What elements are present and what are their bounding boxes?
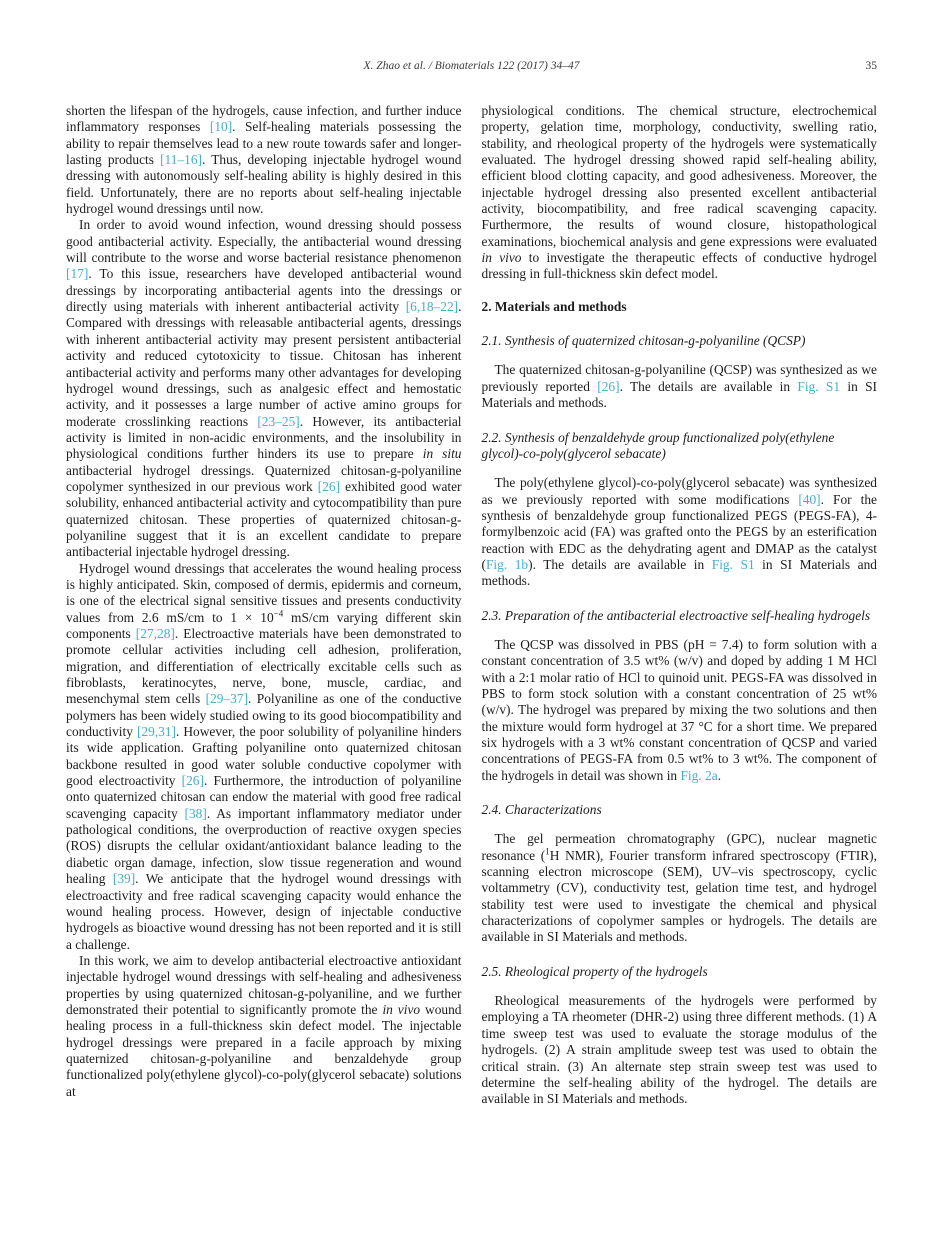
paragraph: The gel permeation chromatography (GPC), nuclear magnetic resonance ($^1$H NMR), Fourier transform infrared spectroscopy (FTIR), scanning electron microscope (SEM), UV–vis spectroscopy, cyclic voltammetry (CV), conductivity test, gelation time test, and hydrogel stability test were used to investigate the chemical and physical characterizations of copolymer samples or hydrogels. The details are available in SI Materials and methods. xyxy=(481,831,877,945)
paragraph: In order to avoid wound infection, wound dressing should possess good antibacterial activity. Especially, the antibacterial wound dressing will contribute to the worse and worse bacterial resistance phenomenon [17]. To this issue, researchers have developed antibacterial wound dressings by incorporating antibacterial agents into the dressings or directly using materials with inherent antibacterial activity [6,18–22]. Compared with dressings with releasable antibacterial agents, dressings with inherent antibacterial activity may present persistent antibacterial activity and reduced cytotoxicity to tissue. Chitosan has inherent antibacterial activity and performs many other advantages for developing hydrogel wound dressings, such as analgesic effect and hemostatic activity, and it possesses a large number of active amino groups for moderate crosslinking reactions [23–25]. However, its antibacterial activity is limited in non-acidic environments, and the insolubility in physiological conditions further hinders its use to prepare in situ antibacterial hydrogel dressings. Quaternized chitosan-g-polyaniline copolymer synthesized in our previous work [26] exhibited good water solubility, enhanced antibacterial activity and cytocompatibility than pure quaternized chitosan. These properties of quaternized chitosan-g-polyaniline suggest that it is an excellent candidate to prepare antibacterial injectable hydrogel dressing. xyxy=(66,217,462,560)
section-heading: 2. Materials and methods xyxy=(481,298,627,314)
paragraph: Hydrogel wound dressings that accelerates the wound healing process is highly anticipated. Skin, composed of dermis, epidermis and corneum, is one of the electrical signal sensitive tissues and presents conductivity values from 2.6 mS/cm to $1 \times 10^{-4}$ mS/cm varying different skin components [27,28]. Electroactive materials have been demonstrated to promote cellular activities including cell adhesion, proliferation, migration, and differentiation of electrically excitable cells such as fibroblasts, keratinocytes, nerve, bone, muscle, cardiac, and mesenchymal stem cells [29–37]. Polyaniline as one of the conductive polymers has been widely studied owing to its good biocompatibility and conductivity [29,31]. However, the poor solubility of polyaniline hinders its wide application. Grafting polyaniline onto quaternized chitosan backbone resulted in good water soluble conductive copolymer with good electroactivity [26]. Furthermore, the introduction of polyaniline onto quaternized chitosan can endow the material with good free radical scavenging capacity [38]. As important inflammatory mediator under pathological conditions, the overproduction of reactive oxygen species (ROS) disrupts the cellular oxidant/antioxidant balance leading to the diabetic organ damage, infection, slow tissue regeneration and wound healing [39]. We anticipate that the hydrogel wound dressings with electroactivity and free radical scavenging capacity would enhance the wound healing process. However, design of injectable conductive hydrogels as bioactive wound dressing has not been reported and it is still a challenge. xyxy=(66,560,462,952)
paragraph: shorten the lifespan of the hydrogels, cause infection, and further induce inflammatory responses [10]. Self-healing materials possessing the ability to repair themselves lead to a new route towards safer and longer-lasting products [11–16]. Thus, developing injectable hydrogel wound dressing with autonomously self-healing ability is highly desired in this field. Unfortunately, there are no reports about self-healing injectable hydrogel wound dressings until now. xyxy=(66,103,462,217)
two-column-body xyxy=(66,103,877,1108)
subsection-heading: 2.1. Synthesis of quaternized chitosan-g-polyaniline (QCSP) xyxy=(481,333,806,349)
superscript-text: −4 xyxy=(273,608,284,619)
italic-text: in situ xyxy=(422,446,462,462)
paragraph: The QCSP was dissolved in PBS (pH = 7.4) to form solution with a constant concentration of 3.5 wt% (w/v) and doped by adding 1 M HCl with a 2:1 molar ratio of HCl to quinoid unit. PEGS-FA was dissolved in PBS to form stock solution with a constant concentration of 25 wt% (w/v). The hydrogel was prepared by mixing the two solutions and then the mixture would form hydrogel at 37 °C for a short time. We prepared six hydrogels with a 3 wt% constant concentration of QCSP and varied concentrations of PEGS-FA from 0.5 wt% to 3 wt%. The component of the hydrogels in detail was shown in Fig. 2a. xyxy=(481,636,877,783)
italic-text: in vivo xyxy=(382,1001,421,1017)
superscript-text: 1 xyxy=(545,846,550,857)
citation-link[interactable]: [29–37] xyxy=(205,691,249,707)
citation-link[interactable]: [39] xyxy=(112,871,136,887)
paragraph: The poly(ethylene glycol)-co-poly(glycerol sebacate) was synthesized as we previously reported with some modifications [40]. For the synthesis of benzaldehyde group functionalized PEGS (PEGS-FA), 4-formylbenzoic acid (FA) was grafted onto the PEGS by an esterification reaction with EDC as the dehydrating agent and DMAP as the catalyst (Fig. 1b). The details are available in Fig. S1 in SI Materials and methods. xyxy=(481,475,878,589)
subsection-heading: 2.4. Characterizations xyxy=(481,802,602,818)
citation-link[interactable]: Fig. 1b xyxy=(485,556,529,572)
italic-text: in vivo xyxy=(481,250,522,266)
paragraph: physiological conditions. The chemical structure, electrochemical property, gelation time, morphology, conductivity, swelling ratio, stability, and rheological property of the hydrogels were systematically evaluated. The hydrogel dressing showed rapid self-healing ability, efficient blood clotting capacity, and good adhesiveness. Moreover, the injectable hydrogel dressing also presented excellent antibacterial activity, biocompatibility, and free radical scavenging capacity. Furthermore, the results of wound closure, histopathological examinations, biochemical analysis and gene expressions were evaluated in vivo to investigate the therapeutic effects of conductive hydrogel dressing in full-thickness skin defect model. xyxy=(481,103,877,282)
page-header xyxy=(66,60,877,75)
paragraph: The quaternized chitosan-g-polyaniline (QCSP) was synthesized as we previously reported [26]. The details are available in Fig. S1 in SI Materials and methods. xyxy=(481,362,877,411)
subsection-heading: 2.3. Preparation of the antibacterial electroactive self-healing hydrogels xyxy=(481,607,871,623)
paragraph: Rheological measurements of the hydrogels were performed by employing a TA rheometer (DHR-2) using three different methods. (1) A time sweep test was used to evaluate the storage modulus of the hydrogels. (2) A strain amplitude sweep test was used to obtain the critical strain. (3) An alternate step strain sweep test was used to determine the self-healing ability of the hydrogel. The details are available in SI Materials and methods. xyxy=(481,993,877,1107)
citation-link[interactable]: [29,31] xyxy=(136,724,176,740)
citation-link[interactable]: [27,28] xyxy=(135,626,175,641)
subsection-heading: 2.2. Synthesis of benzaldehyde group functionalized poly(ethylene glycol)-co-poly(glycerol sebacate) xyxy=(481,429,835,461)
citation-link[interactable]: Fig. S1 xyxy=(711,556,755,572)
citation-link[interactable]: [26] xyxy=(181,773,204,789)
citation-link[interactable]: [6,18–22] xyxy=(405,299,459,315)
column-left xyxy=(66,103,462,1108)
column-right xyxy=(482,103,878,1108)
citation-link[interactable]: [10] xyxy=(209,119,233,135)
citation-link[interactable]: [23–25] xyxy=(257,413,300,429)
citation-link[interactable]: [26] xyxy=(597,378,620,394)
citation-link[interactable]: Fig. S1 xyxy=(797,378,841,394)
citation-link[interactable]: [40] xyxy=(798,491,821,507)
subsection-heading: 2.5. Rheological property of the hydrogels xyxy=(481,963,708,979)
running-title: X. Zhao et al. / Biomaterials 122 (2017) 34–47 xyxy=(363,60,580,72)
citation-link[interactable]: [17] xyxy=(66,266,89,282)
page-number: 35 xyxy=(865,60,877,72)
paragraph: In this work, we aim to develop antibacterial electroactive antioxidant injectable hydrogel wound dressings with self-healing and adhesiveness properties by using quaternized chitosan-g-polyaniline, and we further demonstrated their potential to significantly promote the in vivo wound healing process in a full-thickness skin defect model. The injectable hydrogel dressings were prepared in a facile approach by mixing quaternized chitosan-g-polyaniline and benzaldehyde group functionalized poly(ethylene glycol)-co-poly(glycerol sebacate) solutions at xyxy=(66,952,462,1099)
citation-link[interactable]: Fig. 2a xyxy=(680,767,718,783)
citation-link[interactable]: [38] xyxy=(184,805,207,821)
citation-link[interactable]: [11–16] xyxy=(160,152,202,168)
citation-link[interactable]: [26] xyxy=(317,478,341,494)
